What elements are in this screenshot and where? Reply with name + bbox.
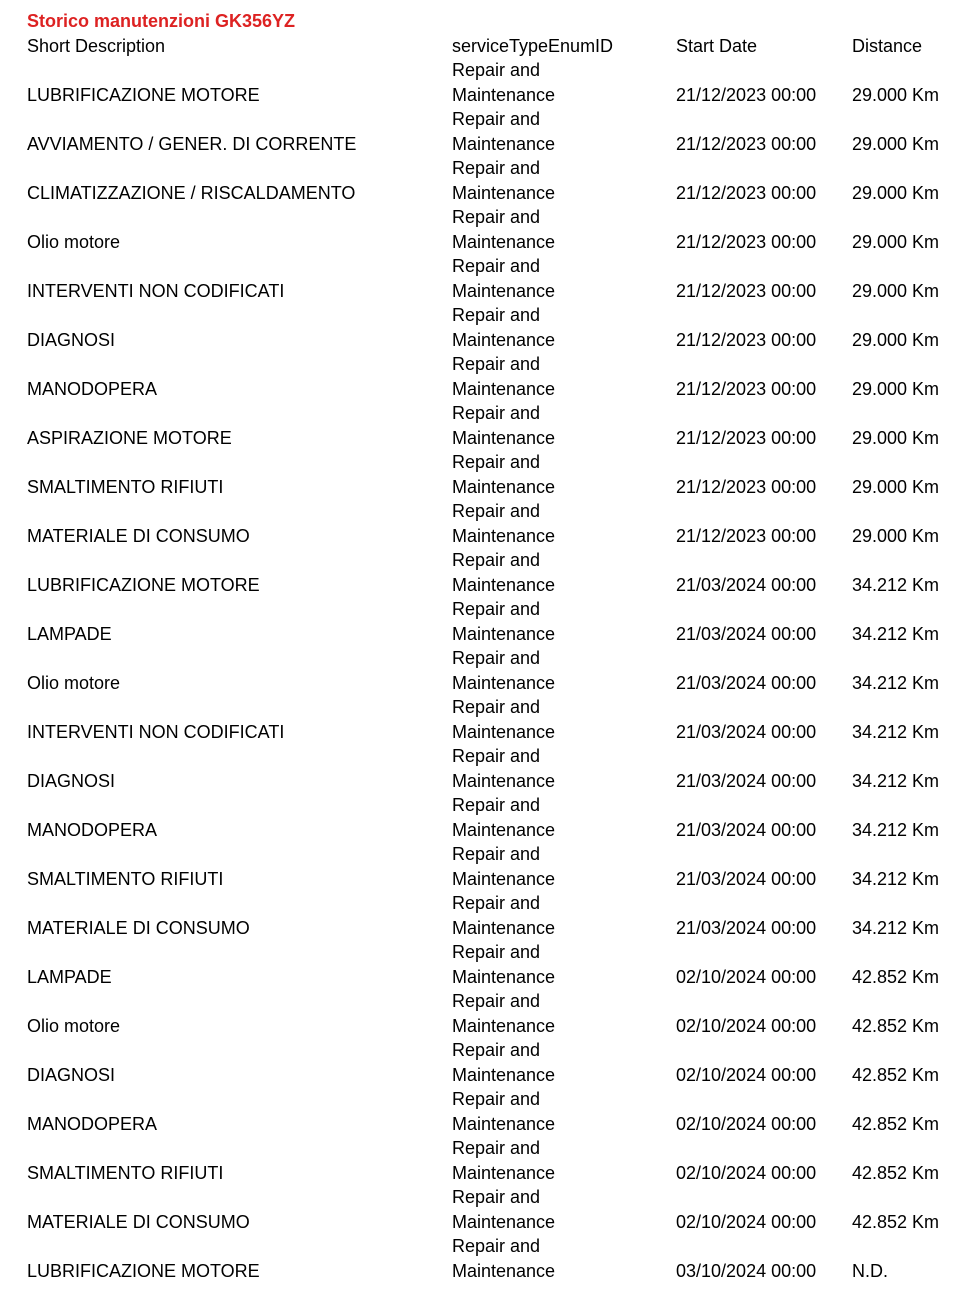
table-row [27,205,950,254]
service-type-text: Repair and Maintenance [452,403,556,448]
cell-service-type [452,205,676,254]
service-type-text: Repair and Maintenance [452,354,556,399]
table-row [27,156,950,205]
table-row [27,1038,950,1087]
cell-distance: 29.000 Km [852,231,940,252]
cell-short-description: SMALTIMENTO RIFIUTI [27,476,224,497]
cell-short-description: Olio motore [27,672,121,693]
table-row [27,303,950,352]
cell-short-description: MATERIALE DI CONSUMO [27,525,250,546]
column-header-distance: Distance [852,35,923,56]
cell-short-description: DIAGNOSI [27,1064,116,1085]
cell-service-type [452,1234,676,1283]
cell-distance: 29.000 Km [852,525,940,546]
service-type-text: Repair and Maintenance [452,452,556,497]
cell-short-description: LUBRIFICAZIONE MOTORE [27,574,260,595]
cell-distance: 34.212 Km [852,672,940,693]
cell-service-type [452,254,676,303]
cell-short-description: MATERIALE DI CONSUMO [27,1211,250,1232]
cell-short-description: Olio motore [27,1015,121,1036]
table-row [27,891,950,940]
cell-start-date: 02/10/2024 00:00 [676,1064,817,1085]
table-row [27,793,950,842]
cell-start-date: 21/12/2023 00:00 [676,182,817,203]
service-type-text: Repair and Maintenance [452,1138,556,1183]
service-type-text: Repair and Maintenance [452,1187,556,1232]
service-type-text: Repair and Maintenance [452,697,556,742]
service-type-text: Repair and Maintenance [452,1089,556,1134]
service-type-text: Repair and Maintenance [452,1236,556,1281]
service-type-text: Repair and Maintenance [452,991,556,1036]
table-row [27,1185,950,1234]
cell-distance: 34.212 Km [852,574,940,595]
column-header-service-type: serviceTypeEnumID [452,35,614,56]
cell-service-type [452,646,676,695]
service-type-text: Repair and Maintenance [452,60,556,105]
cell-distance: 29.000 Km [852,182,940,203]
service-type-text: Repair and Maintenance [452,501,556,546]
cell-start-date: 02/10/2024 00:00 [676,1162,817,1183]
cell-distance: 42.852 Km [852,1064,940,1085]
cell-distance: 29.000 Km [852,329,940,350]
cell-short-description: LAMPADE [27,623,112,644]
cell-service-type [452,58,676,107]
cell-start-date: 21/12/2023 00:00 [676,133,817,154]
cell-distance: 29.000 Km [852,476,940,497]
cell-service-type [452,744,676,793]
cell-start-date: 02/10/2024 00:00 [676,966,817,987]
service-type-text: Repair and Maintenance [452,795,556,840]
service-type-text: Repair and Maintenance [452,893,556,938]
cell-short-description: Olio motore [27,231,121,252]
service-type-text: Repair and Maintenance [452,207,556,252]
cell-service-type [452,940,676,989]
cell-short-description: SMALTIMENTO RIFIUTI [27,868,224,889]
table-header-row [27,34,950,59]
cell-start-date: 21/03/2024 00:00 [676,623,817,644]
service-type-text: Repair and Maintenance [452,256,556,301]
cell-service-type [452,597,676,646]
service-type-text: Repair and Maintenance [452,550,556,595]
cell-short-description: MANODOPERA [27,819,158,840]
cell-start-date: 21/12/2023 00:00 [676,525,817,546]
table-row [27,597,950,646]
cell-short-description: DIAGNOSI [27,329,116,350]
table-row [27,1136,950,1185]
column-header-start-date: Start Date [676,35,758,56]
table-row [27,254,950,303]
cell-start-date: 03/10/2024 00:00 [676,1260,817,1281]
cell-start-date: 21/03/2024 00:00 [676,868,817,889]
cell-distance: 34.212 Km [852,721,940,742]
cell-start-date: 21/03/2024 00:00 [676,574,817,595]
cell-start-date: 21/12/2023 00:00 [676,378,817,399]
cell-service-type [452,401,676,450]
service-type-text: Repair and Maintenance [452,746,556,791]
cell-service-type [452,1136,676,1185]
cell-start-date: 21/03/2024 00:00 [676,917,817,938]
cell-service-type [452,891,676,940]
cell-distance: 29.000 Km [852,280,940,301]
cell-distance: 34.212 Km [852,917,940,938]
cell-service-type [452,107,676,156]
table-row [27,1087,950,1136]
cell-service-type [452,548,676,597]
table-row [27,401,950,450]
maintenance-history-table [27,34,950,1284]
cell-start-date: 21/03/2024 00:00 [676,721,817,742]
cell-service-type [452,842,676,891]
table-row [27,744,950,793]
cell-start-date: 21/12/2023 00:00 [676,280,817,301]
service-type-text: Repair and Maintenance [452,1040,556,1085]
cell-start-date: 02/10/2024 00:00 [676,1015,817,1036]
cell-start-date: 21/03/2024 00:00 [676,770,817,791]
cell-distance: 34.212 Km [852,819,940,840]
table-row [27,499,950,548]
cell-distance: 34.212 Km [852,770,940,791]
cell-short-description: INTERVENTI NON CODIFICATI [27,280,285,301]
table-row [27,352,950,401]
cell-short-description: SMALTIMENTO RIFIUTI [27,1162,224,1183]
cell-distance: 29.000 Km [852,84,940,105]
table-row [27,548,950,597]
cell-service-type [452,695,676,744]
cell-start-date: 21/03/2024 00:00 [676,819,817,840]
cell-start-date: 02/10/2024 00:00 [676,1113,817,1134]
cell-start-date: 21/12/2023 00:00 [676,427,817,448]
cell-start-date: 21/12/2023 00:00 [676,84,817,105]
service-type-text: Repair and Maintenance [452,305,556,350]
table-row [27,58,950,107]
cell-service-type [452,156,676,205]
cell-distance: 29.000 Km [852,427,940,448]
cell-short-description: LAMPADE [27,966,112,987]
table-row [27,107,950,156]
cell-start-date: 21/12/2023 00:00 [676,231,817,252]
service-type-text: Repair and Maintenance [452,844,556,889]
cell-short-description: DIAGNOSI [27,770,116,791]
service-type-text: Repair and Maintenance [452,599,556,644]
cell-short-description: AVVIAMENTO / GENER. DI CORRENTE [27,133,357,154]
cell-short-description: MANODOPERA [27,1113,158,1134]
cell-short-description: ASPIRAZIONE MOTORE [27,427,232,448]
cell-service-type [452,1185,676,1234]
cell-service-type [452,450,676,499]
cell-service-type [452,352,676,401]
table-row [27,646,950,695]
cell-start-date: 21/12/2023 00:00 [676,329,817,350]
cell-distance: N.D. [852,1260,888,1281]
cell-service-type [452,989,676,1038]
cell-start-date: 21/12/2023 00:00 [676,476,817,497]
cell-short-description: MATERIALE DI CONSUMO [27,917,250,938]
cell-short-description: CLIMATIZZAZIONE / RISCALDAMENTO [27,182,356,203]
service-type-text: Repair and Maintenance [452,158,556,203]
cell-short-description: MANODOPERA [27,378,158,399]
cell-distance: 42.852 Km [852,1162,940,1183]
cell-distance: 29.000 Km [852,133,940,154]
cell-distance: 34.212 Km [852,623,940,644]
cell-distance: 34.212 Km [852,868,940,889]
service-type-text: Repair and Maintenance [452,648,556,693]
cell-service-type [452,793,676,842]
cell-service-type [452,499,676,548]
cell-short-description: LUBRIFICAZIONE MOTORE [27,84,260,105]
table-row [27,450,950,499]
column-header-short-description: Short Description [27,35,166,56]
cell-distance: 42.852 Km [852,966,940,987]
service-type-text: Repair and Maintenance [452,109,556,154]
cell-service-type [452,1087,676,1136]
cell-start-date: 21/03/2024 00:00 [676,672,817,693]
table-row [27,940,950,989]
table-row [27,695,950,744]
cell-short-description: LUBRIFICAZIONE MOTORE [27,1260,260,1281]
page-title: Storico manutenzioni GK356YZ [27,11,296,31]
cell-distance: 42.852 Km [852,1015,940,1036]
cell-service-type [452,303,676,352]
table-row [27,842,950,891]
cell-distance: 29.000 Km [852,378,940,399]
service-type-text: Repair and Maintenance [452,942,556,987]
cell-distance: 42.852 Km [852,1113,940,1134]
cell-start-date: 02/10/2024 00:00 [676,1211,817,1232]
cell-short-description: INTERVENTI NON CODIFICATI [27,721,285,742]
table-row [27,989,950,1038]
table-row [27,1234,950,1283]
cell-service-type [452,1038,676,1087]
cell-distance: 42.852 Km [852,1211,940,1232]
